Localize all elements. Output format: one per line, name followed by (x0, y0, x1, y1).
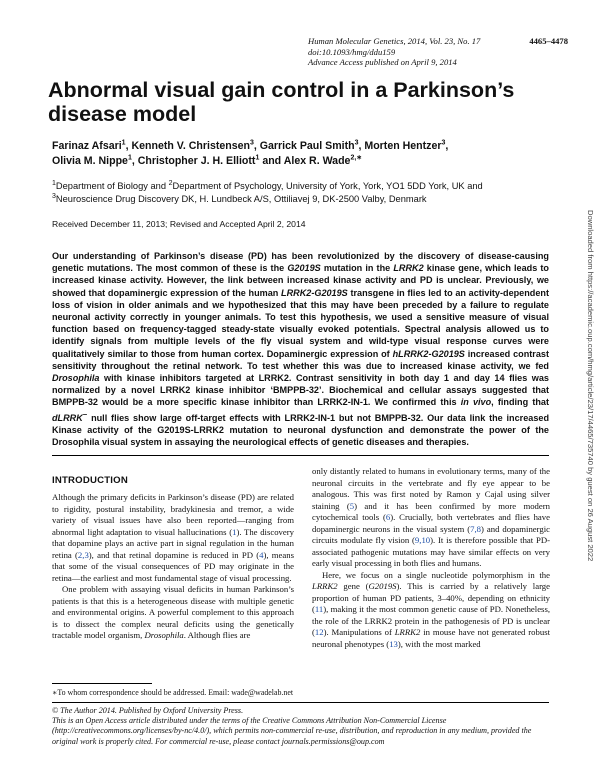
paragraph: Here, we focus on a single nucleotide polymorphism in the LRRK2 gene (G2019S). This is carried by a relatively large proportion of human PD patients, 3–40%, depending on ethnicity (11), making it the most common genetic cause of PD. Nonetheless, the role of the LRRK2 protein in the pathogenesis of PD is unclear (12). Manipulations of LRRK2 in mouse have not generated robust neuronal phenotypes (13), with the most marked (312, 569, 551, 649)
paragraph: only distantly related to humans in evolutionary terms, many of the neuronal circuits in the vertebrate and fly eye appear to be analogous. This was first noted by Ramon y Cajal using silver staining (5) and it has been confirmed by more modern cytochemical tools (6). Crucially, both vertebrates and flies have dopaminergic neurons in the visual system (7,8) and dopaminergic circuits modulate fly vision (9,10). It is therefore possible that PD-associated pathogenic mutations may have similar effects on very early visual processing in both flies and humans. (312, 466, 551, 568)
citation-link[interactable]: 6 (385, 512, 391, 522)
license-text: This is an Open Access article distributed under the terms of the Creative Commons Attribution Non-Commercial License (http://creativecommons.org/licenses/by-nc/4.0/), which permits non-commercial re-use, distribution, and reproduction in any medium, provided the original work is properly cited. For commercial re-use, please contact journals.permissions@oup.com (52, 716, 532, 746)
citation-link[interactable]: 2,3 (77, 549, 89, 560)
article-title: Abnormal visual gain control in a Parkinson’s disease model (48, 78, 515, 126)
author: Alex R. Wade$^{2,∗}$ (283, 154, 363, 167)
advance-access: Advance Access published on April 9, 2014 (308, 57, 457, 67)
section-divider (52, 455, 549, 456)
author: Garrick Paul Smith$^3$ (259, 139, 359, 152)
author: Morten Hentzer$^3$ (364, 139, 446, 152)
download-watermark (581, 210, 595, 630)
author-and: and (262, 155, 282, 167)
citation-link[interactable]: 13 (389, 638, 398, 649)
correspondence-footnote: ∗To whom correspondence should be addressed. Email: wade@wadelab.net (52, 688, 294, 697)
author: Olivia M. Nippe$^1$ (52, 154, 132, 167)
citation-link[interactable]: 4 (259, 549, 264, 560)
citation-link[interactable]: 1 (232, 526, 237, 537)
copyright-divider (52, 702, 549, 703)
doi[interactable]: doi:10.1093/hmg/ddu159 (308, 46, 396, 57)
section-heading: INTRODUCTION (52, 475, 128, 486)
copyright-notice (52, 706, 549, 747)
citation-link[interactable]: 11 (314, 604, 324, 614)
author: Christopher J. H. Elliott$^1$ (137, 154, 260, 167)
received-dates: Received December 11, 2013; Revised and Accepted April 2, 2014 (52, 219, 306, 229)
journal-citation: Human Molecular Genetics, 2014, Vol. 23, No. 17 (308, 36, 481, 46)
footnote-divider (52, 683, 152, 684)
affiliation-line: $^3$Neuroscience Drug Discovery DK, H. Lundbeck A/S, Ottiliavej 9, DK-2500 Valby, Denmark (52, 192, 427, 204)
page-range: 4465–4478 (529, 36, 568, 46)
abstract: Our understanding of Parkinson’s disease (PD) has been revolutionized by the discovery of disease-causing genetic mutations. The most common of these is the G2019S mutation in the LRRK2 kinase gene, which leads to increased kinase activity. However, the link between increased kinase activity and PD is unclear. Previously, we showed that dopaminergic expression of the human LRRK2-G2019S transgene in flies led to an activity-dependent loss of vision in older animals and we hypothesized that this may have been preceded by a failure to regulate neuronal activity correctly in younger animals. To test this hypothesis, we used a sensitive measure of visual function based on frequency-tagged steady-state visually evoked potentials. Spectral analysis allowed us to identify signals from multiple levels of the fly visual system and wild-type visual response curves were qualitatively similar to those from human cortex. Dopaminergic expression of hLRRK2-G2019S increased contrast sensitivity throughout the retinal network. To test whether this was due to increased kinase activity, we fed Drosophila with kinase inhibitors targeted at LRRK2. Contrast sensitivity in both day 1 and day 14 flies was normalized by a novel LRRK2 kinase inhibitor ‘BMPPB-32’. Biochemical and cellular assays suggested that BMPPB-32 would be a more specific kinase inhibitor than LRRK2-IN-1. We confirmed this in vivo, finding that dLRRK− null flies show large off-target effects with LRRK2-IN-1 but not BMPPB-32. Our data link the increased Kinase activity of the G2019S-LRRK2 mutation to neuronal dysfunction and demonstrate the power of the Drosophila visual system in assaying the neurological effects of genetic diseases and therapies. (52, 251, 550, 448)
paragraph: Although the primary deficits in Parkinson’s disease (PD) are related to rigidity, postural instability, bradykinesia and tremor, a wide variety of visual issues have also been reported—ranging from abnormal light adaptation to visual hallucinations (1). The discovery that dopamine plays an active part in signal regulation in the human retina (2,3), and that retinal dopamine is reduced in PD (4), means that some of the visual consequences of PD may originate in the retina—the earliest and most fundamental stage of visual processing. (52, 492, 294, 583)
body-column-left (52, 466, 294, 642)
journal-header (308, 36, 568, 68)
author: Farinaz Afsari$^1$ (52, 139, 126, 152)
copyright-line: © The Author 2014. Published by Oxford University Press. (52, 706, 244, 715)
citation-link[interactable]: 7,8 (470, 523, 481, 534)
citation-link[interactable]: 9,10 (414, 535, 431, 545)
affiliations (52, 180, 532, 205)
paragraph: One problem with assaying visual deficits in human Parkinson’s patients is that this is a heterogeneous disease with multiple genetic and environmental origins. A powerful complement to this approach is to dissect the complex neural deficits using the genetically tractable model organism, Drosophila. Although flies are (52, 584, 294, 640)
author-list: Farinaz Afsari$^1$, Kenneth V. Christensen$^3$, Garrick Paul Smith$^3$, Morten Hentzer$^3$, Olivia M. Nippe$^1$, Christopher J. H. Elliott$^1$ and Alex R. Wade$^{2,∗}$ (52, 139, 449, 167)
citation-link[interactable]: 12 (314, 627, 324, 637)
download-note-text: Downloaded from https://academic.oup.com/hmg/article/23/17/4465/735740 by guest on 26 August 2022 (586, 210, 595, 562)
download-watermark-svg (581, 210, 595, 630)
author: Kenneth V. Christensen$^3$ (131, 139, 254, 152)
body-column-right (312, 466, 550, 650)
affiliation-line: $^1$Department of Biology and $^2$Department of Psychology, University of York, York, YO1 5DD York, UK and (52, 179, 483, 191)
citation-link[interactable]: 5 (349, 500, 355, 511)
